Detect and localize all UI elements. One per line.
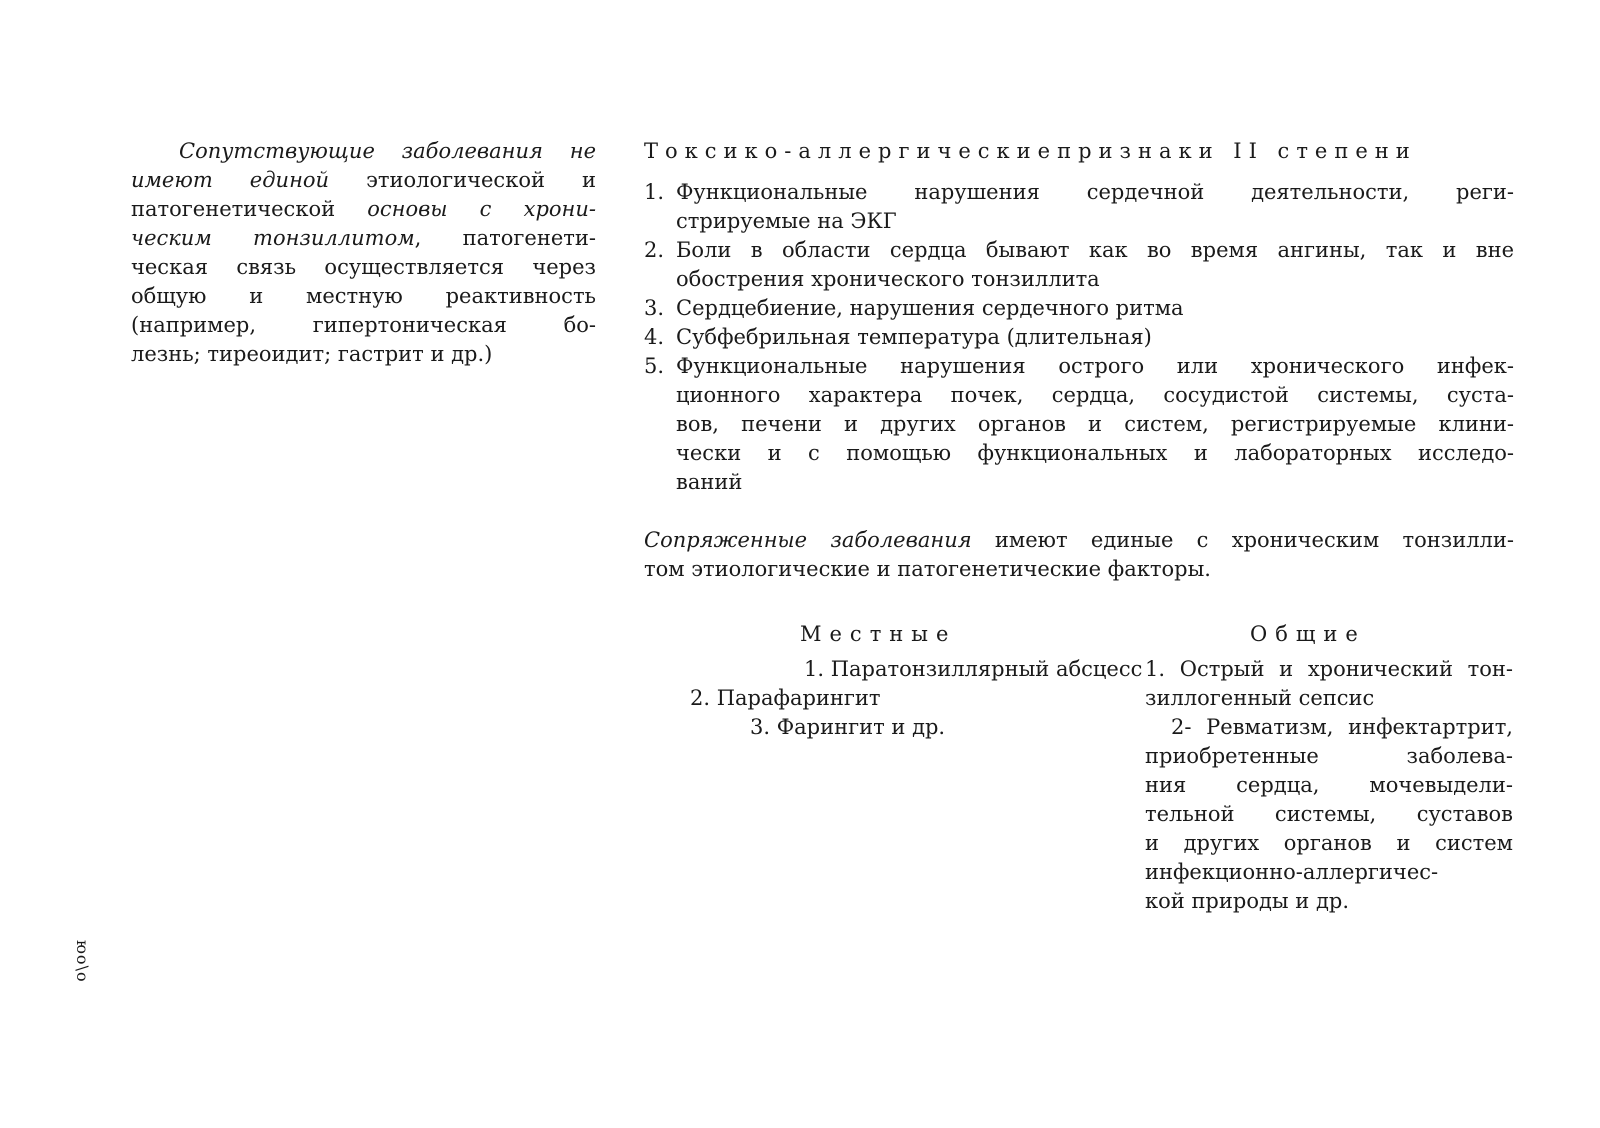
conjugate-line-1: Сопряженные заболевания имеют единые с хроническим тонзилли- <box>644 528 1514 552</box>
page-number: юо\о <box>73 940 92 983</box>
toxic-section-heading: Токсико-аллергическиепризнаки II степени <box>644 139 1417 163</box>
item-line: ционного характера почек, сердца, сосудистой системы, суста- <box>676 383 1514 407</box>
general-line: приобретенные заболева- <box>1145 744 1513 768</box>
general-line: 2- Ревматизм, инфектартрит, <box>1171 715 1513 739</box>
left-line-4: ческим тонзиллитом, патогенети- <box>131 226 596 250</box>
local-item-2: 2. Парафарингит <box>690 686 881 710</box>
local-diseases-list <box>690 655 1142 742</box>
item-number: 2. <box>644 238 665 262</box>
right-column <box>644 137 1514 584</box>
item-line: Сердцебиение, нарушения сердечного ритма <box>676 296 1184 320</box>
local-item-3: 3. Фарингит и др. <box>750 715 946 739</box>
left-line-5: ческая связь осуществляется через <box>131 255 596 279</box>
left-line-3: патогенетической основы с хрони- <box>131 197 597 221</box>
toxic-signs-list <box>644 178 1514 497</box>
item-line: стрируемые на ЭКГ <box>676 209 897 233</box>
left-line-7: (например, гипертоническая бо- <box>131 313 596 337</box>
item-number: 5. <box>644 354 665 378</box>
item-line: обострения хронического тонзиллита <box>676 267 1100 291</box>
general-line: кой природы и др. <box>1145 889 1350 913</box>
local-item-1: 1. Паратонзиллярный абсцесс <box>804 657 1143 681</box>
local-column-header: Местные <box>800 622 957 646</box>
general-column-header: Общие <box>1250 622 1366 646</box>
general-diseases-list <box>1145 655 1513 916</box>
toxic-sign-item-5 <box>644 352 1514 497</box>
toxic-sign-item-1 <box>644 178 1514 236</box>
item-line: Боли в области сердца бывают как во время ангины, так и вне <box>676 238 1514 262</box>
left-line-1: Сопутствующие заболевания не <box>179 139 596 163</box>
general-line: ния сердца, мочевыдели- <box>1145 773 1513 797</box>
item-number: 3. <box>644 296 665 320</box>
item-line: чески и с помощью функциональных и лабораторных исследо- <box>676 441 1514 465</box>
general-line: инфекционно-аллергичес- <box>1145 860 1439 884</box>
general-line: 1. Острый и хронический тон- <box>1145 657 1513 681</box>
item-line: вов, печени и других органов и систем, регистрируемые клини- <box>676 412 1514 436</box>
left-line-2: имеют единой этиологической и <box>131 168 597 192</box>
left-column-paragraph <box>131 137 596 369</box>
item-number: 4. <box>644 325 665 349</box>
left-line-8: лезнь; тиреоидит; гастрит и др.) <box>131 342 493 366</box>
toxic-sign-item-3 <box>644 294 1514 323</box>
toxic-sign-item-2 <box>644 236 1514 294</box>
item-line: Функциональные нарушения острого или хронического инфек- <box>676 354 1514 378</box>
general-line: зиллогенный сепсис <box>1145 686 1375 710</box>
conjugate-line-2: том этиологические и патогенетические факторы. <box>644 557 1211 581</box>
item-line: Субфебрильная температура (длительная) <box>676 325 1152 349</box>
item-line: Функциональные нарушения сердечной деятельности, реги- <box>676 180 1514 204</box>
item-number: 1. <box>644 180 665 204</box>
toxic-sign-item-4 <box>644 323 1514 352</box>
left-line-6: общую и местную реактивность <box>131 284 596 308</box>
general-line: тельной системы, суставов <box>1145 802 1513 826</box>
conjugate-diseases-paragraph <box>644 526 1514 584</box>
general-line: и других органов и систем <box>1145 831 1513 855</box>
item-line: ваний <box>676 470 743 494</box>
